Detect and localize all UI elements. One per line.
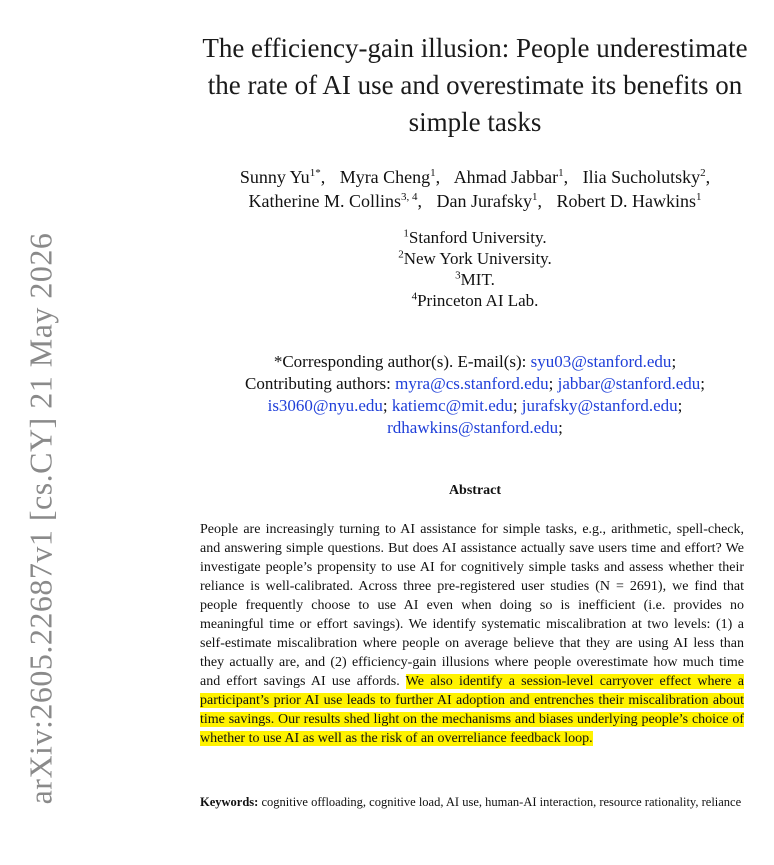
email-link[interactable]: syu03@stanford.edu [530, 352, 672, 371]
corresponding-label: *Corresponding author(s). E-mail(s): [273, 352, 531, 371]
author: Myra Cheng$^1$, [339, 167, 441, 187]
abstract-heading: Abstract [448, 483, 502, 498]
email-link[interactable]: myra@cs.stanford.edu [395, 374, 549, 393]
paper-page [180, 0, 770, 499]
email-link[interactable]: jabbar@stanford.edu [557, 374, 701, 393]
email-link[interactable]: is3060@nyu.edu [267, 396, 383, 415]
contributing-label: Contributing authors: [244, 374, 396, 393]
keywords [200, 794, 744, 810]
author: Ilia Sucholutsky$^2$, [582, 167, 711, 187]
affiliation: $^3$MIT. [455, 269, 495, 289]
title-line-2: the rate of AI use and overestimate its benefits on [207, 70, 743, 100]
author: Dan Jurafsky$^1$, [436, 191, 542, 211]
affiliation: $^4$Princeton AI Lab. [411, 290, 539, 310]
affiliation: $^2$New York University. [398, 248, 552, 268]
highlighted-text: We also identify a session-level carryover effect where a participant’s prior AI use leads to further AI adoption and entrenches their miscalibration about time savings. Our results shed light on the mechanisms and biases underlying people’s choice of whether to use AI as well as the risk of an overreliance feedback loop. [200, 674, 744, 746]
keywords-text: cognitive offloading, cognitive load, AI use, human-AI interaction, resource rationality, reliance [261, 795, 742, 809]
abstract-text: People are increasingly turning to AI assistance for simple tasks, e.g., arithmetic, spell-check, and answering simple questions. But does AI assistance actually save users time and effort? We investigate people’s propensity to use AI for cognitively simple tasks and assess whether their reliance is well-calibrated. Across three pre-registered user studies (N = 2691), we find that people frequently choose to use AI even when doing so is inefficient (i.e. provides no meaningful time or effort savings). We identify systematic miscalibration at two levels: (1) a self-estimate miscalibration where people on average believe that they are using AI less than they actually are, and (2) efficiency-gain illusions where people overestimate how much time and effort savings AI use affords. [200, 522, 744, 689]
email-link[interactable]: rdhawkins@stanford.edu [387, 418, 559, 437]
contact-info: *Corresponding author(s). E-mail(s): syu03@stanford.edu; Contributing authors: myra@cs.stanford.edu; jabbar@stanford.edu; is3060@nyu.edu; katiemc@mit.edu; jurafsky@stanford.edu; rdhawkins@stanford.edu; [244, 352, 706, 437]
email-link[interactable]: katiemc@mit.edu [391, 396, 513, 415]
abstract-body [200, 520, 744, 748]
arxiv-sidebar [24, 218, 58, 818]
author: Katherine M. Collins$^{3, 4}$, [248, 191, 422, 211]
author: Robert D. Hawkins$^1$ [556, 191, 702, 211]
affiliation: $^1$Stanford University. [403, 227, 547, 247]
author: Sunny $Yu^{1*}$, [239, 167, 326, 187]
affiliation-list [180, 227, 770, 311]
paper-title [180, 30, 770, 141]
arxiv-identifier: arXiv:2605.22687v1 [cs.CY] 21 May 2026 [22, 232, 59, 804]
author-list [180, 165, 770, 213]
title-line-3: simple tasks [408, 107, 542, 137]
author: Ahmad Jabbar$^1$, [453, 167, 569, 187]
email-link[interactable]: jurafsky@stanford.edu [521, 396, 678, 415]
keywords-label: Keywords: [200, 795, 259, 809]
title-line-1: The efficiency-gain illusion: People underestimate [202, 33, 748, 63]
